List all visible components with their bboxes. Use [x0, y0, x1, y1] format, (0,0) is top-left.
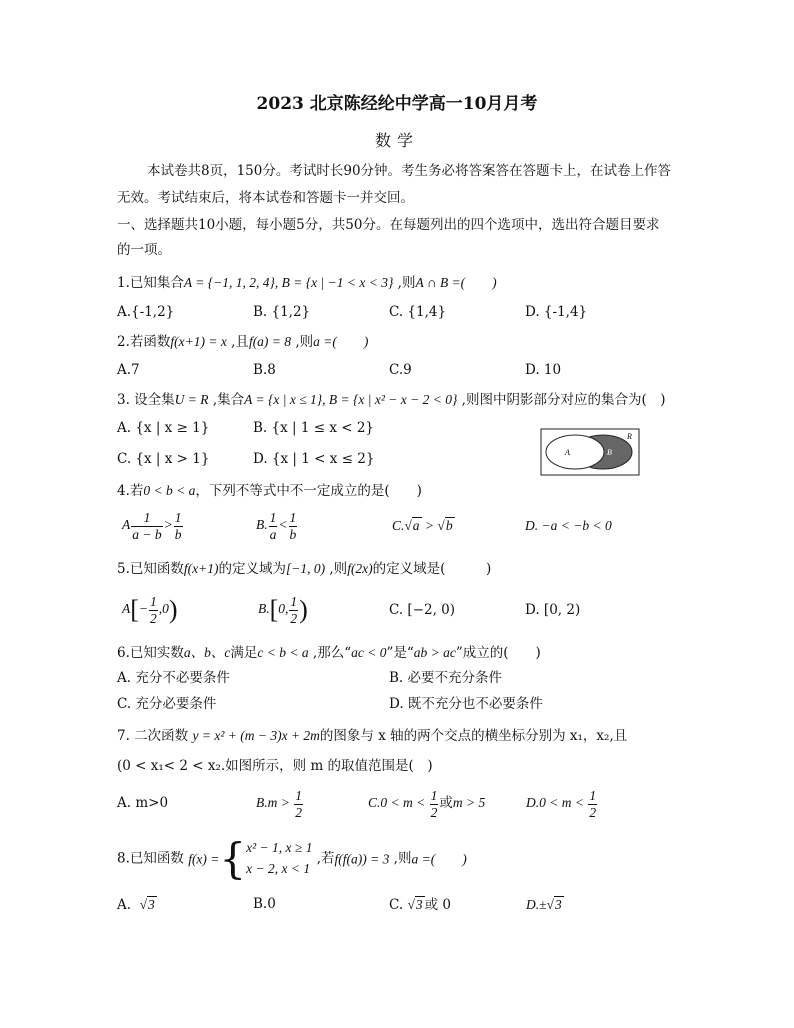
q1-ask: A ∩ B =( )	[415, 275, 497, 290]
q7-prefix: 7. 二次函数	[117, 728, 189, 744]
q7-line-2: (0 < x₁< 2 < x₂.如图所示，则 m 的取值范围是( )	[117, 758, 433, 774]
q7-option-c: C.0 < m < $\frac{1}{2}$ 或m > 5	[368, 788, 486, 820]
q7-option-c-tail: m > 5	[452, 795, 486, 811]
q6-cond1: ac < 0	[351, 645, 387, 660]
q8-func-name: f(x) =	[188, 851, 220, 867]
q4-prefix: 4.若	[117, 483, 144, 499]
subject-heading: 数学	[374, 131, 419, 150]
q3-mid: ,集合	[208, 392, 245, 408]
q7-option-c-or: 或	[439, 795, 453, 811]
q6-mid3: ”是“	[386, 645, 414, 661]
q2-option-d: D. 10	[525, 362, 562, 378]
q5-option-c: C. [−2, 0)	[389, 602, 456, 618]
q6-option-d: D. 既不充分也不必要条件	[389, 696, 543, 712]
q3-set-a: A = {x | x ≤ 1}	[244, 392, 323, 407]
q5-domain: [−1, 0)	[285, 561, 326, 576]
venn-circle-a	[546, 435, 604, 469]
q1-option-c: C. {1,4}	[389, 304, 447, 320]
q2-prefix: 2.若函数	[117, 334, 171, 350]
q8-case-1: x² − 1, x ≥ 1	[246, 840, 313, 856]
q3-prefix: 3. 设全集	[117, 392, 175, 408]
q4-cond: 0 < b < a	[143, 483, 196, 498]
section-heading-1: 一、选择题共10小题，每小题5分，共50分。在每题列出的四个选项中，选出符合题目要求	[117, 217, 660, 233]
q3-option-d: D. {x | 1 < x ≤ 2}	[253, 451, 375, 467]
q2-expr2: f(a) = 8	[248, 334, 292, 349]
q3-option-c: C. {x | x > 1}	[117, 451, 210, 467]
q3-set-b: , B = {x | x² − x − 2 < 0}	[322, 392, 458, 407]
question-3	[117, 393, 665, 408]
q1-suffix: ,则	[393, 275, 416, 291]
q4-option-a: A $\frac{1}{a - b}$ > $\frac{1}{b}$	[122, 510, 182, 542]
q5-suffix: 的定义域是( )	[372, 561, 492, 577]
q2-mid2: ,则	[291, 334, 314, 350]
q8-mid: ,若	[312, 850, 335, 867]
q6-option-a: A. 充分不必要条件	[117, 670, 230, 686]
venn-label-a: A	[565, 448, 570, 457]
q4-suffix: ，下列不等式中不一定成立的是( )	[195, 483, 422, 499]
q4-option-d	[525, 519, 612, 534]
q5-option-a: A[− $\frac{1}{2}$ ,0)	[122, 594, 178, 626]
question-8	[117, 834, 467, 883]
q8-option-d: D.±√3	[526, 897, 562, 912]
q8-option-b: B.0	[253, 896, 276, 912]
q6-vars: a、b、c	[183, 645, 231, 660]
q5-mid: 的定义域为	[218, 561, 286, 577]
q6-option-c: C. 充分必要条件	[117, 696, 217, 712]
q6-option-b: B. 必要不充分条件	[389, 670, 503, 686]
question-6	[117, 646, 541, 661]
q5-prefix: 5.已知函数	[117, 561, 184, 577]
q6-suffix: ”成立的( )	[455, 645, 541, 661]
venn-diagram	[540, 428, 640, 476]
q7-option-a: A. m>0	[117, 795, 169, 811]
q5-option-b: B.[0, $\frac{1}{2}$ )	[258, 594, 308, 626]
venn-label-r: R	[627, 432, 632, 441]
page-title: 2023 北京陈经纶中学高一10月月考	[256, 94, 538, 114]
q6-cond: c < b < a	[257, 645, 309, 660]
q6-cond2: ab > ac	[413, 645, 456, 660]
q2-option-a: A.7	[117, 362, 140, 378]
q1-option-d: D. {-1,4}	[525, 304, 588, 320]
q1-option-a: A.{-1,2}	[117, 304, 175, 320]
q3-option-b: B. {x | 1 ≤ x < 2}	[253, 420, 375, 436]
q8-brace: {	[219, 834, 247, 883]
q7-expr: y = x² + (m − 3)x + 2m	[192, 728, 320, 743]
q8-ask: a =( )	[411, 851, 467, 867]
q1-option-b: B. {1,2}	[253, 304, 311, 320]
q1-set-b: , B = {x | −1 < x < 3}	[274, 275, 394, 290]
q7-option-d: D.0 < m < $\frac{1}{2}$	[526, 788, 597, 820]
intro-line-2: 无效。考试结束后，将本试卷和答题卡一并交回。	[117, 190, 414, 206]
q8-cond: f(f(a)) = 3	[334, 851, 390, 867]
q4-option-d-text: D. −a < −b < 0	[525, 518, 612, 533]
q5-f2: f(2x)	[347, 561, 373, 576]
q3-option-a: A. {x | x ≥ 1}	[117, 420, 210, 436]
intro-line-1: 本试卷共8页，150分。考试时长90分钟。考生务必将答案答在答题卡上，在试卷上作答	[147, 163, 672, 179]
q8-option-c-tail: 或 0	[424, 897, 451, 913]
q7-text: 的图象与 x 轴的两个交点的横坐标分别为 x₁，x₂,且	[319, 728, 628, 744]
q8-option-a: A. √3	[117, 897, 155, 913]
q2-ask: a =( )	[313, 334, 369, 349]
question-7	[117, 729, 627, 744]
q8-suffix: ,则	[389, 850, 412, 867]
question-2	[117, 335, 368, 350]
q5-f1: f(x+1)	[183, 561, 219, 576]
q2-option-b: B.8	[253, 362, 276, 378]
q2-expr: f(x+1) = x	[170, 334, 227, 349]
q4-option-b: B. $\frac{1}{a}$ < $\frac{1}{b}$	[256, 510, 297, 542]
q8-cases	[246, 838, 312, 880]
q7-option-b: B.m > $\frac{1}{2}$	[256, 788, 302, 820]
q3-universal: U = R	[174, 392, 209, 407]
q6-prefix: 6.已知实数	[117, 645, 184, 661]
question-5	[117, 562, 491, 577]
q8-prefix: 8.已知函数	[117, 850, 184, 867]
q8-option-c: C. √3 或 0	[389, 897, 451, 913]
q8-case-2: x − 2, x < 1	[246, 861, 311, 876]
venn-label-b: B	[607, 448, 612, 457]
q6-mid: 满足	[230, 645, 258, 661]
q1-prefix: 1.已知集合	[117, 275, 184, 291]
section-heading-2: 的一项。	[117, 242, 171, 258]
q2-mid: ,且	[226, 334, 249, 350]
q2-option-c: C.9	[389, 362, 412, 378]
question-1	[117, 276, 497, 291]
question-4	[117, 484, 422, 499]
q6-mid2: ,那么“	[308, 645, 352, 661]
q1-set-a: A = {−1, 1, 2, 4}	[183, 275, 275, 290]
q4-option-c: C.√a > √b	[392, 518, 453, 533]
q5-option-d: D. [0, 2)	[525, 602, 581, 618]
q5-mid2: ,则	[325, 561, 348, 577]
q3-suffix: ,则图中阴影部分对应的集合为( )	[457, 392, 666, 408]
